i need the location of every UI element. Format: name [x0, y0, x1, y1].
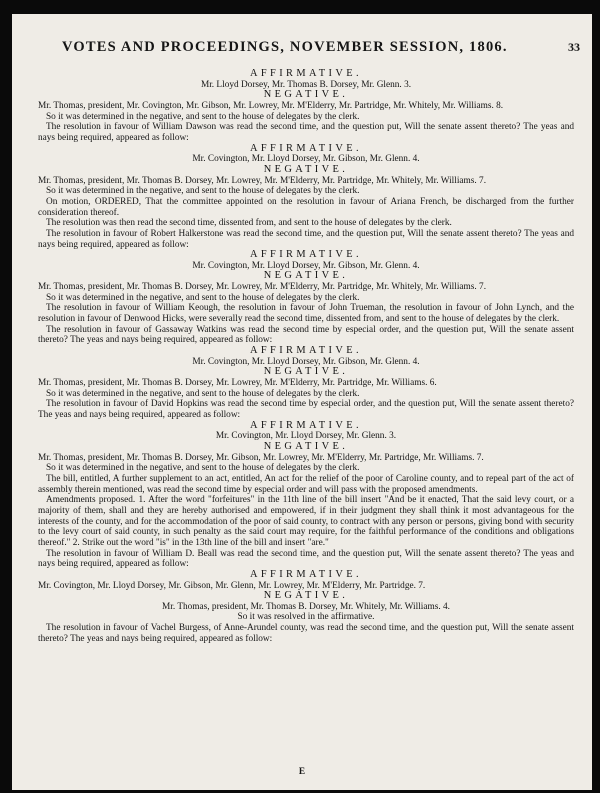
paragraph: On motion, ORDERED, That the committee appointed on the resolution in favour of Ariana French, be discharged from the further consideration thereof.	[38, 196, 574, 218]
paragraph: The resolution in favour of Gassaway Watkins was read the second time by especial order, and the question put, Will the senate assent thereto? The yeas and nays being required, appeared as follow:	[38, 324, 574, 346]
document-page	[12, 14, 592, 790]
paragraph: The bill, entitled, A further supplement to an act, entitled, An act for the relief of the poor of Caroline county, and to repeal part of the act of assembly therein mentioned, was read the second time by especial order and will pass with the proposed amendments.	[38, 473, 574, 495]
vote-heading: NEGATIVE.	[263, 590, 349, 602]
paragraph: So it was determined in the negative, and sent to the house of delegates by the clerk.	[46, 186, 360, 197]
paragraph: Mr. Thomas, president, Mr. Thomas B. Dorsey, Mr. Lowrey, Mr. M'Elderry, Mr. Partridge, Mr. Williams. 6.	[38, 378, 437, 389]
vote-heading: AFFIRMATIVE.	[249, 419, 363, 431]
vote-heading: NEGATIVE.	[263, 89, 349, 101]
paragraph: The resolution in favour of Vachel Burgess, of Anne-Arundel county, was read the second time, and the question put, Will the senate assent thereto? The yeas and nays being required, appeared as follow:	[38, 623, 574, 644]
centered-line: Mr. Covington, Mr. Lloyd Dorsey, Mr. Gibson, Mr. Glenn. 4.	[192, 154, 420, 165]
paragraph: So it was determined in the negative, and sent to the house of delegates by the clerk.	[46, 292, 360, 303]
vote-heading: AFFIRMATIVE.	[249, 68, 363, 79]
signature-mark: E	[298, 767, 306, 778]
paragraph: So it was determined in the negative, and sent to the house of delegates by the clerk.	[46, 388, 360, 399]
paragraph: Mr. Covington, Mr. Lloyd Dorsey, Mr. Gibson, Mr. Glenn, Mr. Lowrey, Mr. M'Elderry, Mr. Partridge. 7.	[38, 580, 426, 591]
paragraph: The resolution in favour of William Keough, the resolution in favour of John Trueman, the resolution in favour of John Lynch, and the resolution in favour of Denwood Hicks, were severally read the second time, dissented from, and sent to the house of delegates by the clerk.	[38, 303, 574, 325]
vote-heading: NEGATIVE.	[263, 270, 349, 282]
centered-line: Mr. Covington, Mr. Lloyd Dorsey, Mr. Glenn. 3.	[215, 431, 397, 442]
centered-line: So it was resolved in the affirmative.	[237, 612, 375, 623]
running-header	[62, 39, 580, 58]
vote-heading: AFFIRMATIVE.	[249, 142, 363, 154]
vote-heading: AFFIRMATIVE.	[249, 568, 363, 580]
vote-heading: NEGATIVE.	[263, 366, 349, 378]
page-number: 33	[568, 40, 580, 54]
paragraph: The resolution in favour of William D. Beall was read the second time, and the question put, Will the senate assent thereto? The yeas and nays being required, appeared as follow:	[38, 548, 574, 570]
paragraph: Mr. Thomas, president, Mr. Thomas B. Dorsey, Mr. Lowrey, Mr. M'Elderry, Mr. Partridge, Mr. Whitely, Mr. Williams. 7.	[38, 282, 487, 293]
centered-line: Mr. Covington, Mr. Lloyd Dorsey, Mr. Gibson, Mr. Glenn. 4.	[192, 356, 420, 367]
paragraph: Mr. Thomas, president, Mr. Covington, Mr. Gibson, Mr. Lowrey, Mr. M'Elderry, Mr. Partridge, Mr. Whitely, Mr. Williams. 8.	[38, 100, 504, 111]
vote-heading: AFFIRMATIVE.	[249, 345, 363, 357]
paragraph: The resolution in favour of Robert Halkerstone was read the second time, and the question put, Will the senate assent thereto? The yeas and nays being required, appeared as follow:	[38, 228, 574, 250]
vote-heading: NEGATIVE.	[263, 440, 349, 452]
centered-line: Mr. Covington, Mr. Lloyd Dorsey, Mr. Gibson, Mr. Glenn. 4.	[192, 260, 420, 271]
paragraph: Mr. Thomas, president, Mr. Thomas B. Dorsey, Mr. Lowrey, Mr. M'Elderry, Mr. Partridge, Mr. Whitely, Mr. Williams. 7.	[38, 175, 487, 186]
paragraph: The resolution was then read the second time, dissented from, and sent to the house of delegates by the clerk.	[46, 218, 452, 229]
document-body	[38, 69, 574, 644]
paragraph: The resolution in favour of David Hopkins was read the second time by especial order, and the question put, Will the senate assent thereto? The yeas and nays being required, appeared as follow:	[38, 399, 574, 420]
centered-line: Mr. Lloyd Dorsey, Mr. Thomas B. Dorsey, Mr. Glenn. 3.	[200, 79, 412, 90]
vote-heading: NEGATIVE.	[263, 163, 349, 175]
paragraph: So it was determined in the negative, and sent to the house of delegates by the clerk.	[46, 111, 360, 122]
paragraph: Mr. Thomas, president, Mr. Thomas B. Dorsey, Mr. Gibson, Mr. Lowrey, Mr. M'Elderry, Mr. Partridge, Mr. Williams. 7.	[38, 452, 484, 463]
paragraph: Amendments proposed. 1. After the word "forfeitures" in the 11th line of the bill insert "And be it enacted, That the said levy court, or a majority of them, shall and they are hereby authorised and empowered, if in their judgment they shall think it most advantageous for the interests of the county, and for the accommodation of the poor of said county, to contract with any person or persons, giving bond with security to the levy court of said county, in such penalty as the said court may require, for the faithful performance of the conditions and obligations thereof." 2. Strike out the word "is" in the 13th line of the bill and insert "are."	[38, 495, 574, 548]
paragraph: The resolution in favour of William Dawson was read the second time, and the question put, Will the senate assent thereto? The yeas and nays being required, appeared as follow:	[38, 122, 574, 143]
page-title: VOTES AND PROCEEDINGS, NOVEMBER SESSION, 1806.	[62, 39, 508, 55]
centered-line: Mr. Thomas, president, Mr. Thomas B. Dorsey, Mr. Whitely, Mr. Williams. 4.	[162, 601, 450, 612]
paragraph: So it was determined in the negative, and sent to the house of delegates by the clerk.	[46, 463, 360, 474]
vote-heading: AFFIRMATIVE.	[249, 249, 363, 261]
